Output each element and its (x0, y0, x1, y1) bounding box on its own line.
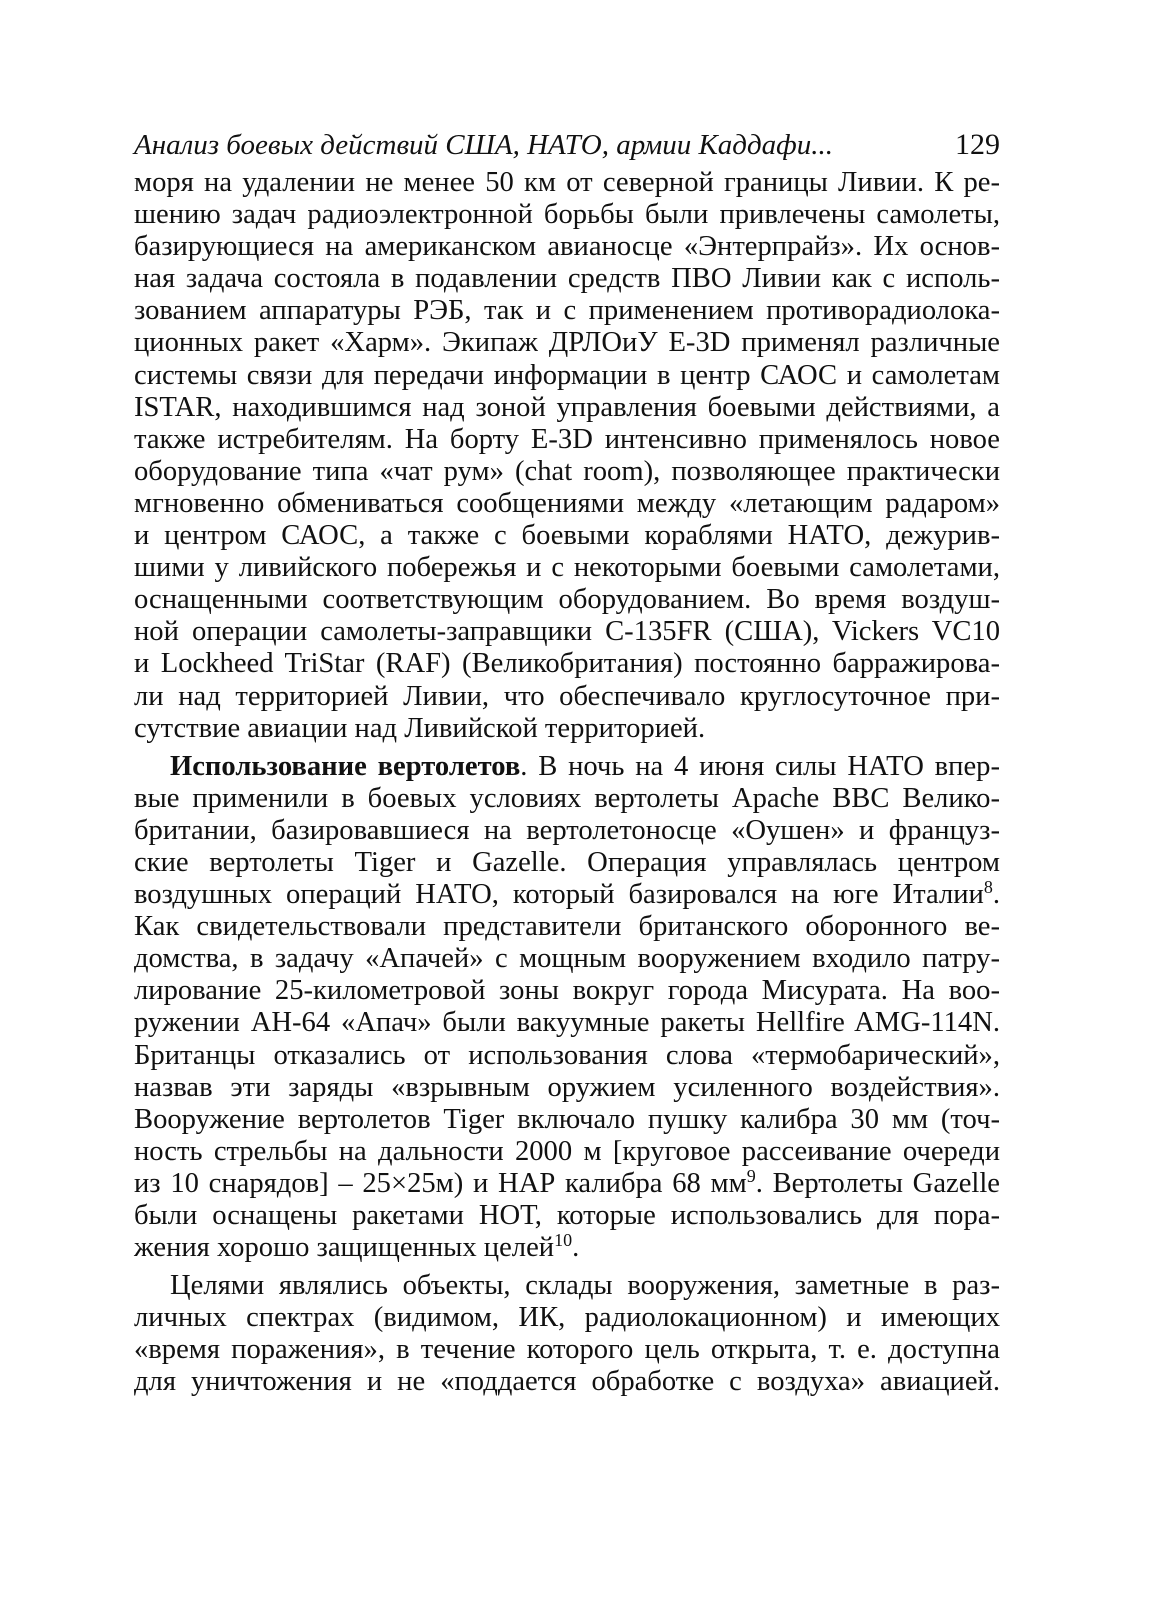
page-body (134, 167, 1000, 1399)
paragraph-2 (134, 751, 1000, 1265)
text-line: базирующиеся на американском авианосце «Энтерпрайз». Их основ- (134, 231, 1000, 263)
footnote-ref: 9 (746, 1165, 756, 1186)
text-line: ной операции самолеты-заправщики С-135FR (США), Vickers VC10 (134, 616, 1000, 648)
text-line: назвав эти заряды «взрывным оружием усиленного воздействия». (134, 1071, 1000, 1103)
text-line: лирование 25-километровой зоны вокруг города Мисурата. На воо- (134, 975, 1000, 1007)
text-line: «время поражения», в течение которого цель открыта, т. е. доступна (134, 1334, 1000, 1366)
text-fragment: из 10 снарядов] – 25×25м) и НАР калибра 68 мм (134, 1167, 747, 1199)
text-line (134, 1165, 1000, 1200)
footnote-ref: 8 (983, 877, 993, 898)
text-line: ционных ракет «Харм». Экипаж ДРЛОиУ Е-3D применял различные (134, 327, 1000, 359)
text-line: были оснащены ракетами НОТ, которые использовались для пора- (134, 1200, 1000, 1231)
text-line (134, 751, 1000, 783)
text-line: и Lockheed TriStar (RAF) (Великобритания) постоянно барражирова- (134, 648, 1000, 680)
text-line: сутствие авиации над Ливийской территорией. (134, 712, 706, 744)
text-line: Вооружение вертолетов Tiger включало пушку калибра 30 мм (точ- (134, 1103, 1000, 1135)
running-title: Анализ боевых действий США, НАТО, армии Каддафи... (134, 129, 833, 161)
paragraph-1 (134, 167, 1000, 745)
text-line: оборудование типа «чат рум» (chat room), позволяющее практически (134, 455, 1000, 487)
text-line: Британцы отказались от использования слова «термобарический», (134, 1039, 1000, 1071)
footnote-ref: 10 (554, 1230, 573, 1251)
text-line: мгновенно обмениваться сообщениями между «летающим радаром» (134, 487, 1000, 519)
text-line: Как свидетельствовали представители британского оборонного ве- (134, 911, 1000, 943)
text-line: ские вертолеты Tiger и Gazelle. Операция управлялась центром (134, 846, 1000, 878)
text-line: вые применили в боевых условиях вертолеты Apache ВВС Велико- (134, 782, 1000, 814)
text-fragment: . В ночь на 4 июня силы НАТО впер- (520, 750, 1000, 782)
text-line: британии, базировавшиеся на вертолетоносце «Оушен» и француз- (134, 814, 1000, 846)
text-line: воздушных операций НАТО, который базировался на юге Италии$^8$. (134, 877, 1000, 911)
paragraph-3 (134, 1270, 1000, 1398)
text-line: и центром САОС, а также с боевыми кораблями НАТО, дежурив- (134, 520, 1000, 552)
text-line: ружении АН-64 «Апач» были вакуумные ракеты Hellfire AMG-114N. (134, 1007, 1000, 1039)
text-fragment: жения хорошо защищенных целей (134, 1232, 555, 1264)
text-line: также истребителям. На борту Е-3D интенсивно применялось новое (134, 423, 1000, 455)
text-line: ISTAR, находившимся над зоной управления боевыми действиями, а (134, 391, 1000, 423)
text-line: для уничтожения и не «поддается обработке с воздуха» авиацией. (134, 1366, 1000, 1398)
text-fragment: . Вертолеты Gazelle (755, 1167, 1000, 1199)
text-line: Целями являлись объекты, склады вооружения, заметные в раз- (170, 1270, 1000, 1302)
text-line: ная задача состояла в подавлении средств ПВО Ливии как с исполь- (134, 263, 1000, 295)
text-line: зованием аппаратуры РЭБ, так и с применением противорадиолока- (134, 295, 1000, 327)
text-fragment: . (572, 1232, 580, 1264)
text-line: системы связи для передачи информации в центр САОС и самолетам (134, 359, 1000, 391)
text-line: ность стрельбы на дальности 2000 м [круговое рассеивание очереди (134, 1135, 1000, 1167)
text-line: домства, в задачу «Апачей» с мощным вооружением входило патру- (134, 943, 1000, 975)
page-number: 129 (955, 128, 1000, 161)
text-line (134, 1232, 1000, 1264)
text-line: личных спектрах (видимом, ИК, радиолокационном) и имеющих (134, 1302, 1000, 1334)
text-line: шению задач радиоэлектронной борьбы были привлечены самолеты, (134, 199, 1000, 231)
text-line: шими у ливийского побережья и с некоторыми боевыми самолетами, (134, 552, 1000, 584)
text-line: ли над территорией Ливии, что обеспечивало круглосуточное при- (134, 680, 1000, 712)
section-lead: Использование вертолетов (170, 750, 521, 782)
running-head (134, 125, 1000, 165)
book-page (134, 125, 1000, 1399)
text-line: оснащенными соответствующим оборудованием. Во время воздуш- (134, 584, 1000, 616)
text-line: моря на удалении не менее 50 км от северной границы Ливии. К ре- (134, 167, 1000, 198)
text-fragment: воздушных операций НАТО, который базировался на юге Италии (134, 879, 984, 911)
